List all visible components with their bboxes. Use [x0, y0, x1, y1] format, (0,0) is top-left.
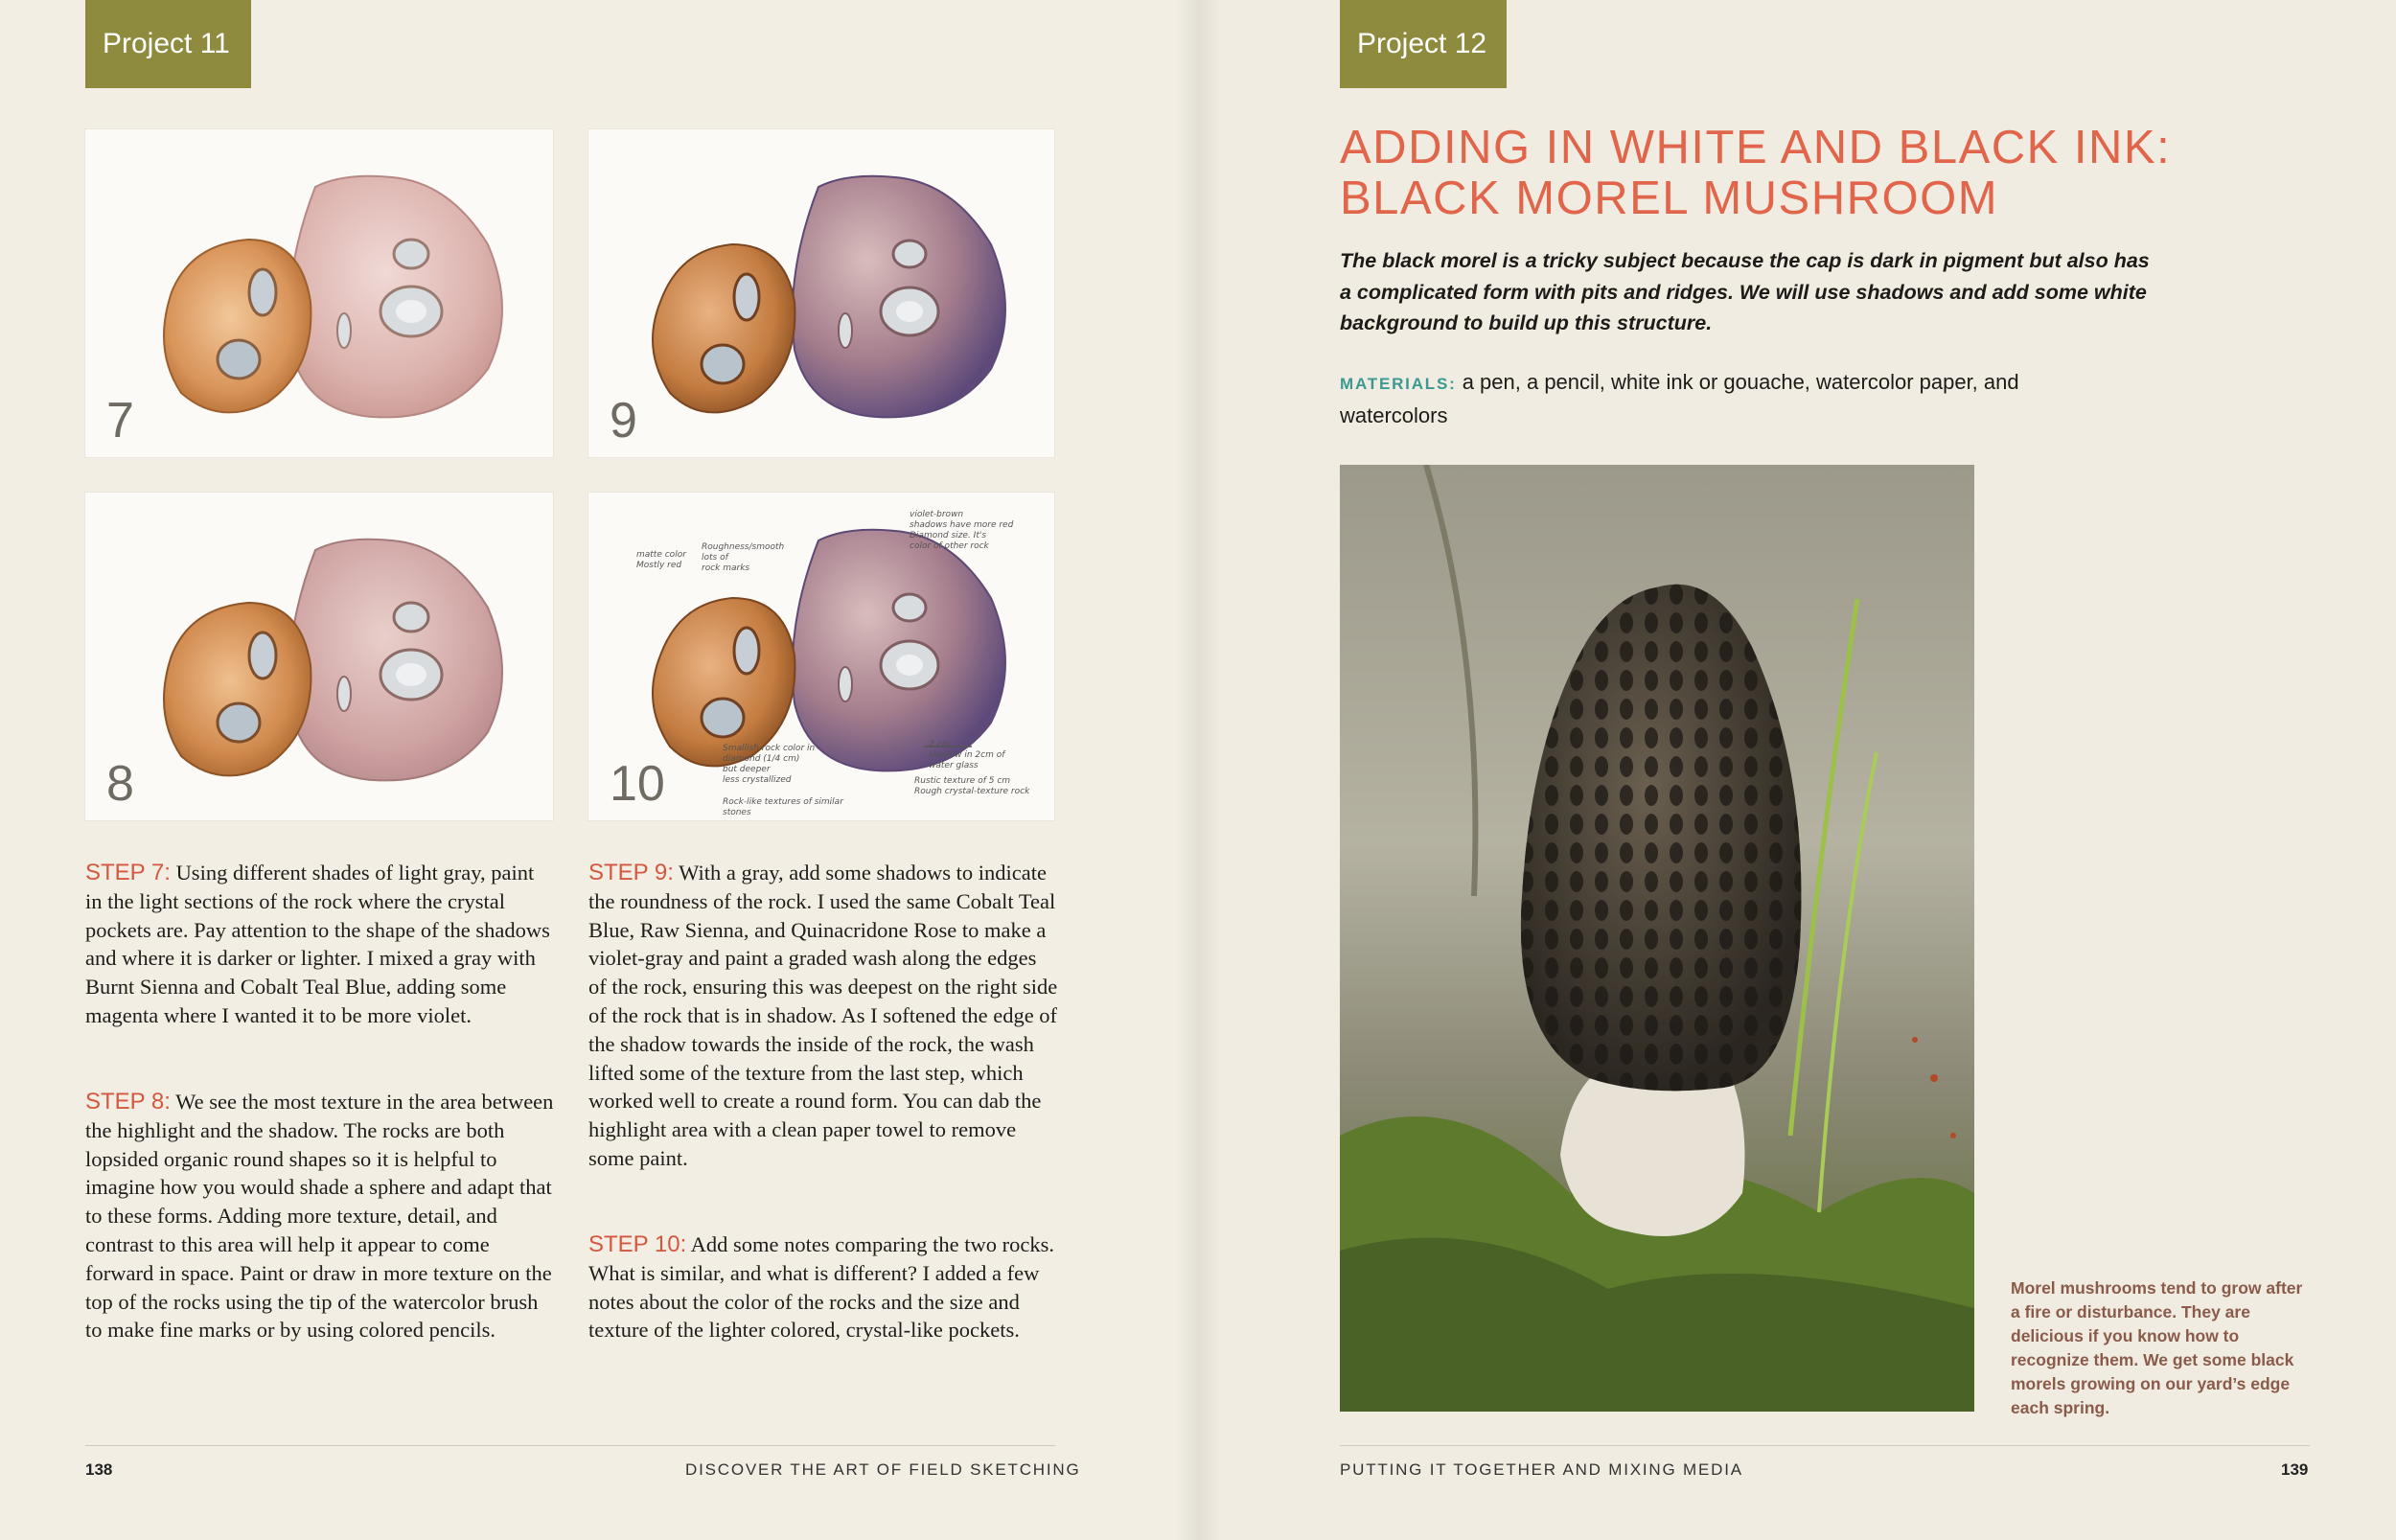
figure-step-10	[588, 493, 1054, 820]
title-line: BLACK MOREL MUSHROOM	[1340, 172, 1999, 224]
title-line: ADDING IN WHITE AND BLACK INK:	[1340, 122, 2172, 173]
photo-caption: Morel mushrooms tend to grow after a fire or disturbance. They are delicious if you know how to recognize them. We get some black morels growing on our yard’s edge each spring.	[2011, 1278, 2303, 1417]
footer-rule	[85, 1445, 1055, 1446]
rock-illustration	[588, 129, 1054, 457]
field-note: Rock-like textures of similar stones	[723, 797, 843, 817]
field-note: Rustic texture of 5 cm Rough crystal-texture rock	[914, 776, 1030, 796]
field-note: matte color Mostly red	[636, 550, 686, 570]
morel-mushroom-image	[1340, 465, 1974, 1412]
step-text: Add some notes comparing the two rocks. What is similar, and what is different? I added a few notes about the color of the rocks and the size and texture of the lighter colored, crystal-like pockets.	[588, 1232, 1054, 1343]
figure-number: 8	[106, 756, 134, 812]
field-note: 2 cm shadow in 2cm of water glass	[929, 740, 1005, 770]
step-8	[85, 1088, 555, 1345]
figure-step-7	[85, 129, 553, 457]
step-label: STEP 10:	[588, 1231, 687, 1257]
materials-label: MATERIALS:	[1340, 375, 1457, 393]
page-title	[1340, 123, 2202, 224]
running-head: DISCOVER THE ART OF FIELD SKETCHING	[685, 1460, 1081, 1479]
project-tab: Project 12	[1340, 0, 1507, 88]
step-10	[588, 1230, 1058, 1345]
rock-illustration	[85, 129, 553, 457]
field-note: Smallish rock color in diamond (1/4 cm) but deeper less crystallized	[723, 744, 816, 785]
page-number: 139	[2281, 1460, 2309, 1479]
figure-number: 7	[106, 393, 134, 448]
step-label: STEP 8:	[85, 1089, 171, 1115]
step-text: Using different shades of light gray, paint in the light sections of the rock where the crystal pockets are. Pay attention to the shape of the shadows and where it is darker or lighter. I mixed a gray with Burnt Sienna and Cobalt Teal Blue, adding some magenta where I wanted it to be more violet.	[85, 861, 550, 1027]
step-label: STEP 9:	[588, 860, 674, 885]
step-text: With a gray, add some shadows to indicate the roundness of the rock. I used the same Cobalt Teal Blue, Raw Sienna, and Quinacridone Rose to make a violet-gray and paint a graded wash along the edges of the rock, ensuring this was deepest on the right side of the rock that is in shadow. As I softened the edge of the shadow towards the inside of the rock, the wash lifted some of the texture from the last step, which worked well to create a round form. You can dab the highlight area with a clean paper towel to remove some paint.	[588, 861, 1058, 1170]
materials-text: a pen, a pencil, white ink or gouache, watercolor paper, and watercolors	[1340, 370, 2019, 427]
running-head: PUTTING IT TOGETHER AND MIXING MEDIA	[1340, 1460, 1743, 1479]
field-note: violet-brown shadows have more red Diamond size. It's color of other rock	[910, 510, 1014, 551]
figure-number: 9	[610, 393, 637, 448]
step-text: We see the most texture in the area between the highlight and the shadow. The rocks are both lopsided organic round shapes so it is helpful to imagine how you would shade a sphere and adapt that to these forms. Adding more texture, detail, and contrast to this area will help it appear to come forward in space. Paint or draw in more texture on the top of the rocks using the tip of the watercolor brush to make fine marks or by using colored pencils.	[85, 1090, 554, 1343]
morel-mushroom-photo	[1340, 465, 1974, 1412]
materials-list	[1340, 366, 2126, 431]
rock-illustration	[85, 493, 553, 820]
footer-rule	[1340, 1445, 2310, 1446]
figure-step-8	[85, 493, 553, 820]
step-9	[588, 859, 1058, 1173]
step-label: STEP 7:	[85, 860, 171, 885]
step-7	[85, 859, 555, 1030]
intro-paragraph: The black morel is a tricky subject because the cap is dark in pigment but also has a complicated form with pits and ridges. We will use shadows and add some white background to build up this structure.	[1340, 249, 2150, 334]
field-note: Roughness/smooth lots of rock marks	[702, 542, 785, 573]
page-number: 138	[85, 1460, 113, 1479]
project-tab: Project 11	[85, 0, 251, 88]
figure-number: 10	[610, 756, 665, 812]
figure-step-9	[588, 129, 1054, 457]
